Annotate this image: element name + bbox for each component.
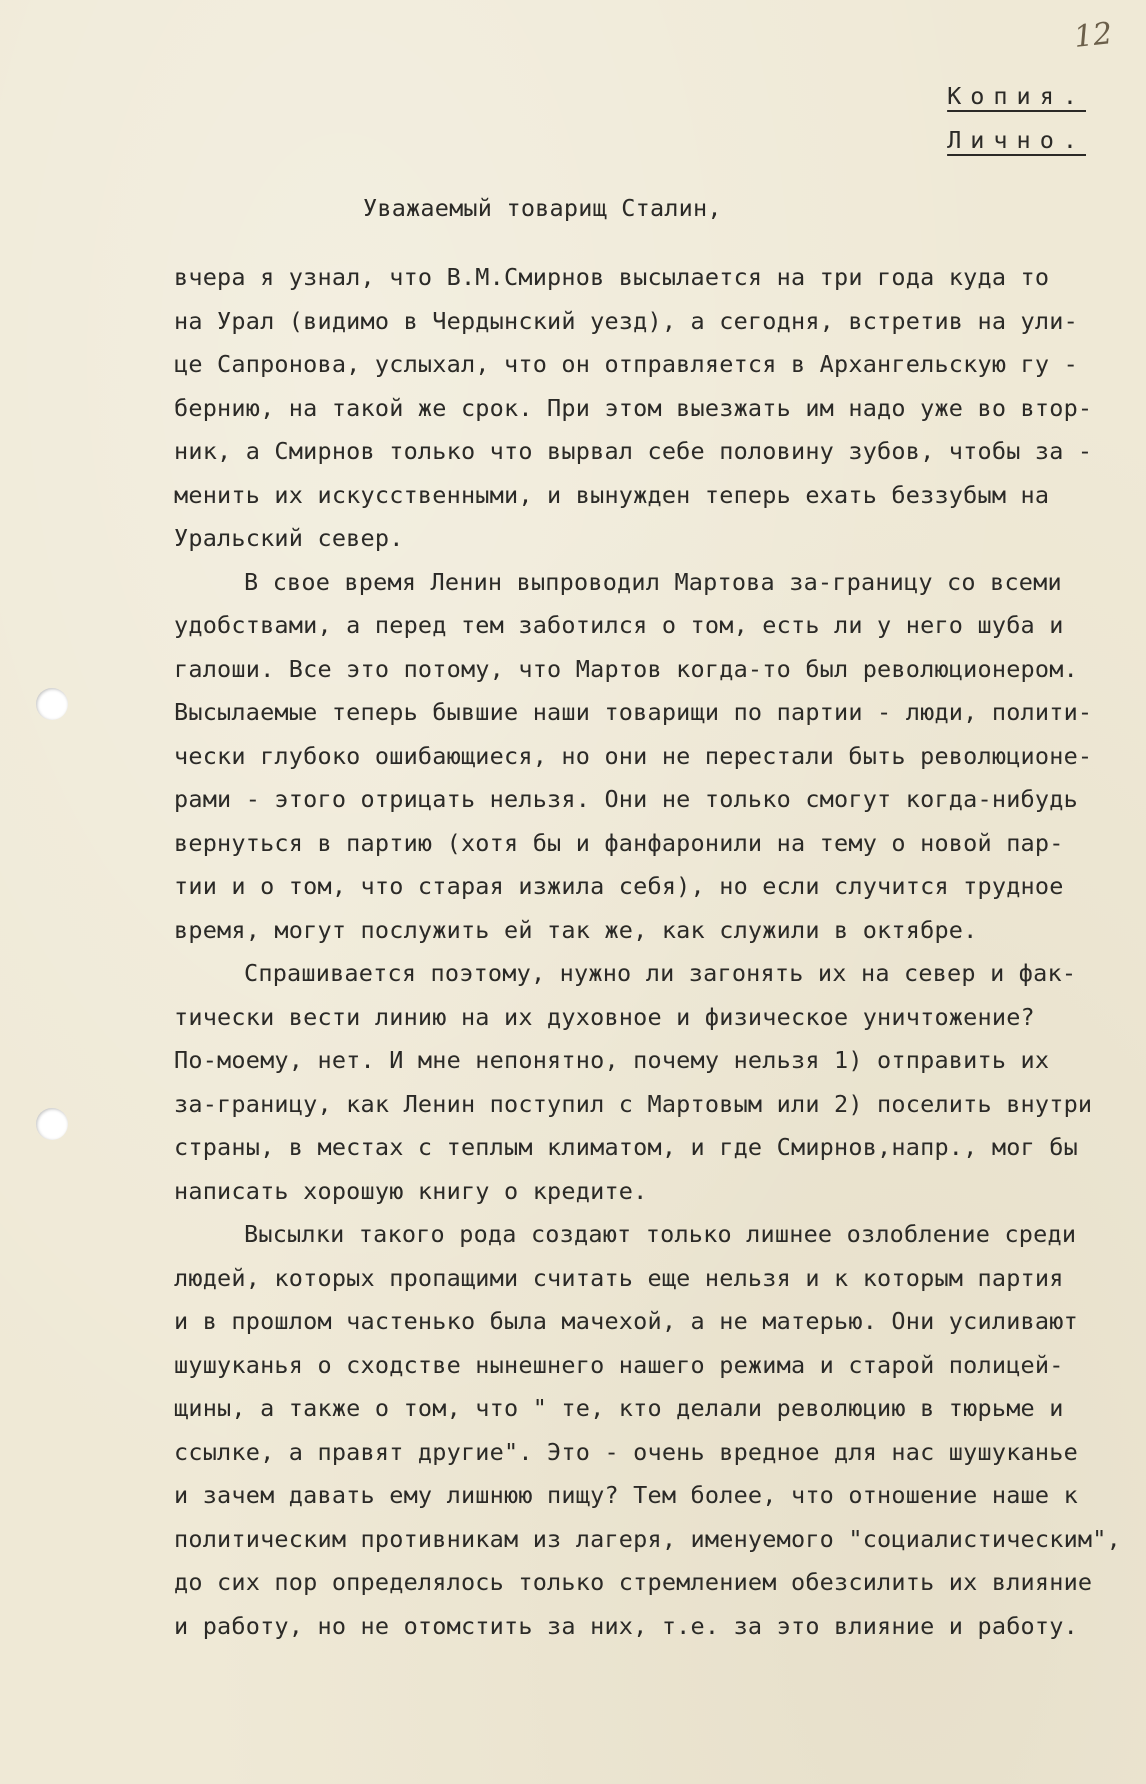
text-line: Высылаемые теперь бывшие наши товарищи по партии - люди, полити- <box>174 698 1093 726</box>
text-line: на Урал (видимо в Чердынский уезд), а сегодня, встретив на ули- <box>174 306 1078 335</box>
text-line: Спрашивается поэтому, нужно ли загонять их на север и фак- <box>244 959 1077 987</box>
text-line: чески глубоко ошибающиеся, но они не перестали быть революционе- <box>174 741 1093 770</box>
letter-body <box>174 256 1122 1648</box>
salutation: Уважаемый товарищ Сталин, <box>363 194 722 222</box>
text-line: и зачем давать ему лишнюю пищу? Тем более, что отношение наше к <box>174 1481 1078 1509</box>
text-line: менить их искусственными, и вынужден теперь ехать беззубым на <box>174 480 1050 509</box>
text-line: галоши. Все это потому, что Мартов когда-то был революционером. <box>174 654 1078 683</box>
text-line: рами - этого отрицать нельзя. Они не только смогут когда-нибудь <box>174 785 1078 813</box>
text-line: тии и о том, что старая изжила себя), но если случится трудное <box>174 872 1064 900</box>
punch-hole-top <box>36 688 68 720</box>
text-line: бернию, на такой же срок. При этом выезжать им надо уже во втор- <box>174 393 1093 422</box>
text-line: страны, в местах с теплым климатом, и где Смирнов,напр., мог бы <box>174 1133 1078 1161</box>
text-line: щины, а также о том, что " те, кто делали революцию в тюрьме и <box>174 1394 1064 1422</box>
text-line: и работу, но не отомстить за них, т.е. за это влияние и работу. <box>174 1611 1078 1640</box>
personal-mark: Лично. <box>947 126 1086 154</box>
handwritten-page-number: 12 <box>1072 16 1114 55</box>
text-line: В свое время Ленин выпроводил Мартова за-границу со всеми <box>244 567 1062 596</box>
text-line: вернуться в партию (хотя бы и фанфаронили на тему о новой пар- <box>174 828 1064 857</box>
text-line: удобствами, а перед тем заботился о том, есть ли у него шуба и <box>174 611 1064 639</box>
text-line: до сих пор определялось только стремлением обезсилить их влияние <box>174 1568 1093 1596</box>
text-line: По-моему, нет. И мне непонятно, почему нельзя 1) отправить их <box>174 1046 1050 1074</box>
copy-mark: Копия. <box>947 82 1086 110</box>
text-line: ссылке, а правят другие". Это - очень вредное для нас шушуканье <box>174 1437 1078 1466</box>
text-line: людей, которых пропащими считать еще нельзя и к которым партия <box>174 1263 1064 1292</box>
text-line: политическим противникам из лагеря, именуемого "социалистическим", <box>174 1524 1121 1553</box>
text-line: за-границу, как Ленин поступил с Мартовым или 2) поселить внутри <box>174 1089 1093 1118</box>
text-line: тически вести линию на их духовное и физическое уничтожение? <box>174 1002 1035 1031</box>
punch-hole-bottom <box>36 1108 68 1140</box>
text-line: и в прошлом частенько была мачехой, а не матерью. Они усиливают <box>174 1307 1078 1335</box>
text-line: время, могут послужить ей так же, как служили в октябре. <box>174 915 978 944</box>
text-line: шушуканья о сходстве нынешнего нашего режима и старой полицей- <box>174 1350 1064 1379</box>
text-line: Высылки такого рода создают только лишнее озлобление среди <box>244 1220 1077 1248</box>
text-line: написать хорошую книгу о кредите. <box>174 1176 648 1205</box>
text-line: це Сапронова, услыхал, что он отправляется в Архангельскую гу - <box>174 350 1078 378</box>
text-line: Уральский север. <box>174 524 404 552</box>
text-line: вчера я узнал, что В.М.Смирнов высылается на три года куда то <box>174 263 1050 291</box>
text-line: ник, а Смирнов только что вырвал себе половину зубов, чтобы за - <box>174 437 1093 465</box>
